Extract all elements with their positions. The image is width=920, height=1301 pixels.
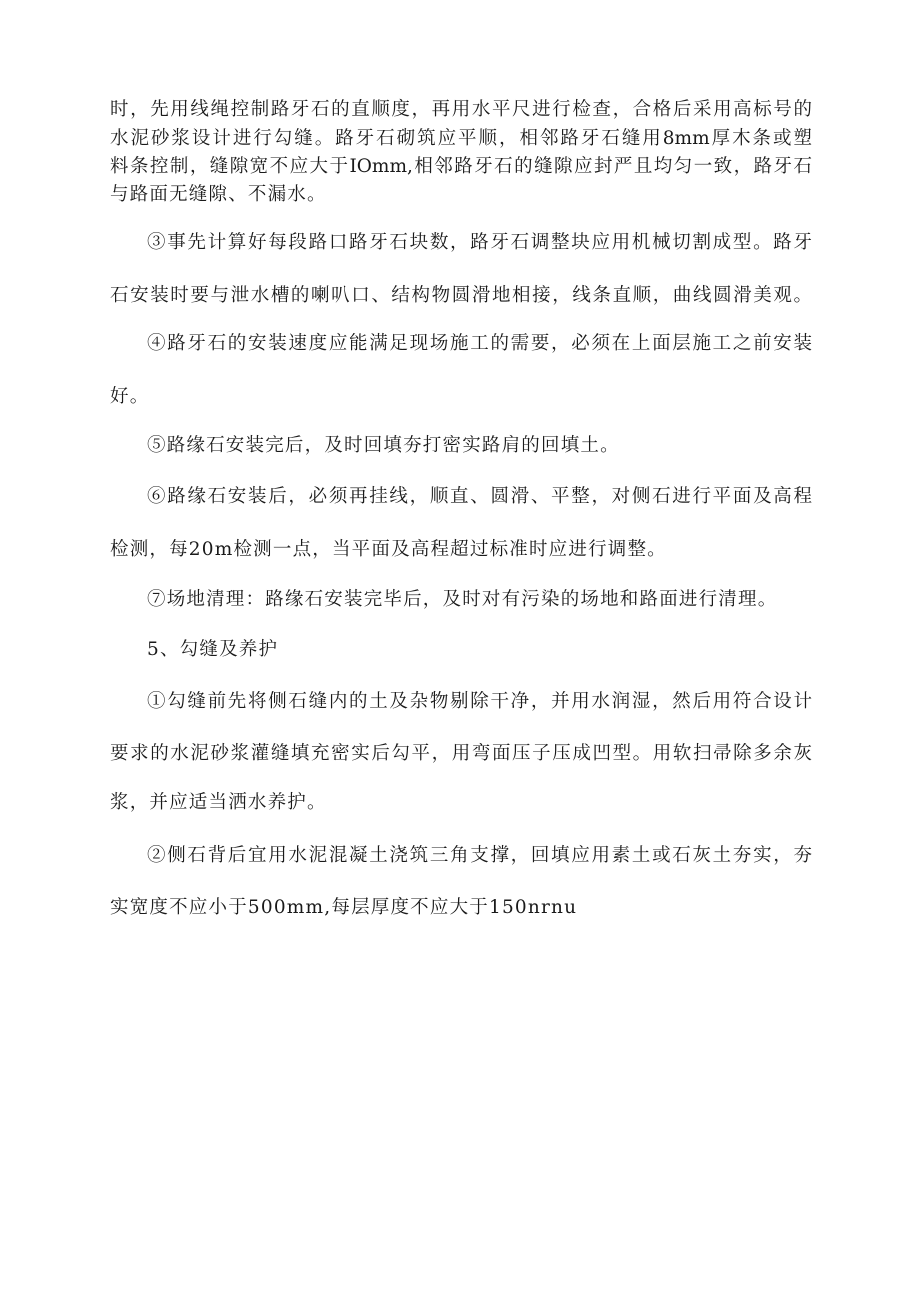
paragraph-line: ②侧石背后宜用水泥混凝土浇筑三角支撑，回填应用素土或石灰土夯实，夯: [147, 845, 812, 866]
text-line: 石安装时要与泄水槽的喇叭口、结构物圆滑地相接，线条直顺，曲线圆滑美观。: [110, 285, 812, 306]
paragraph-line: ⑤路缘石安装完后，及时回填夯打密实路肩的回填土。: [147, 435, 620, 456]
text-line: 浆，并应适当洒水养护。: [110, 792, 327, 813]
text-line: 料条控制，缝隙宽不应大于IOmm,相邻路牙石的缝隙应封严且均匀一致，路牙石: [110, 156, 812, 177]
paragraph-line: ⑦场地清理：路缘石安装完毕后，及时对有污染的场地和路面进行清理。: [147, 589, 778, 610]
text-line: 时，先用线绳控制路牙石的直顺度，再用水平尺进行检查，合格后采用高标号的: [110, 99, 812, 120]
text-line: 水泥砂浆设计进行勾缝。路牙石砌筑应平顺，相邻路牙石缝用8mm厚木条或塑: [110, 128, 812, 149]
text-line: 与路面无缝隙、不漏水。: [110, 184, 327, 205]
paragraph-line: ①勾缝前先将侧石缝内的土及杂物剔除干净，并用水润湿，然后用符合设计: [147, 691, 812, 712]
text-line: 检测，每20m检测一点，当平面及高程超过标准时应进行调整。: [110, 539, 667, 560]
section-heading: 5、勾缝及养护: [147, 639, 279, 660]
text-line: 好。: [110, 386, 150, 407]
paragraph-line: ③事先计算好每段路口路牙石块数，路牙石调整块应用机械切割成型。路牙: [147, 232, 812, 253]
paragraph-line: ⑥路缘石安装后，必须再挂线，顺直、圆滑、平整，对侧石进行平面及高程: [147, 486, 812, 507]
paragraph-line: ④路牙石的安装速度应能满足现场施工的需要，必须在上面层施工之前安装: [147, 333, 812, 354]
text-line: 要求的水泥砂浆灌缝填充密实后勾平，用弯面压子压成凹型。用软扫帚除多余灰: [110, 743, 812, 764]
text-line: 实宽度不应小于500mm,每层厚度不应大于150nrnu: [110, 897, 578, 918]
